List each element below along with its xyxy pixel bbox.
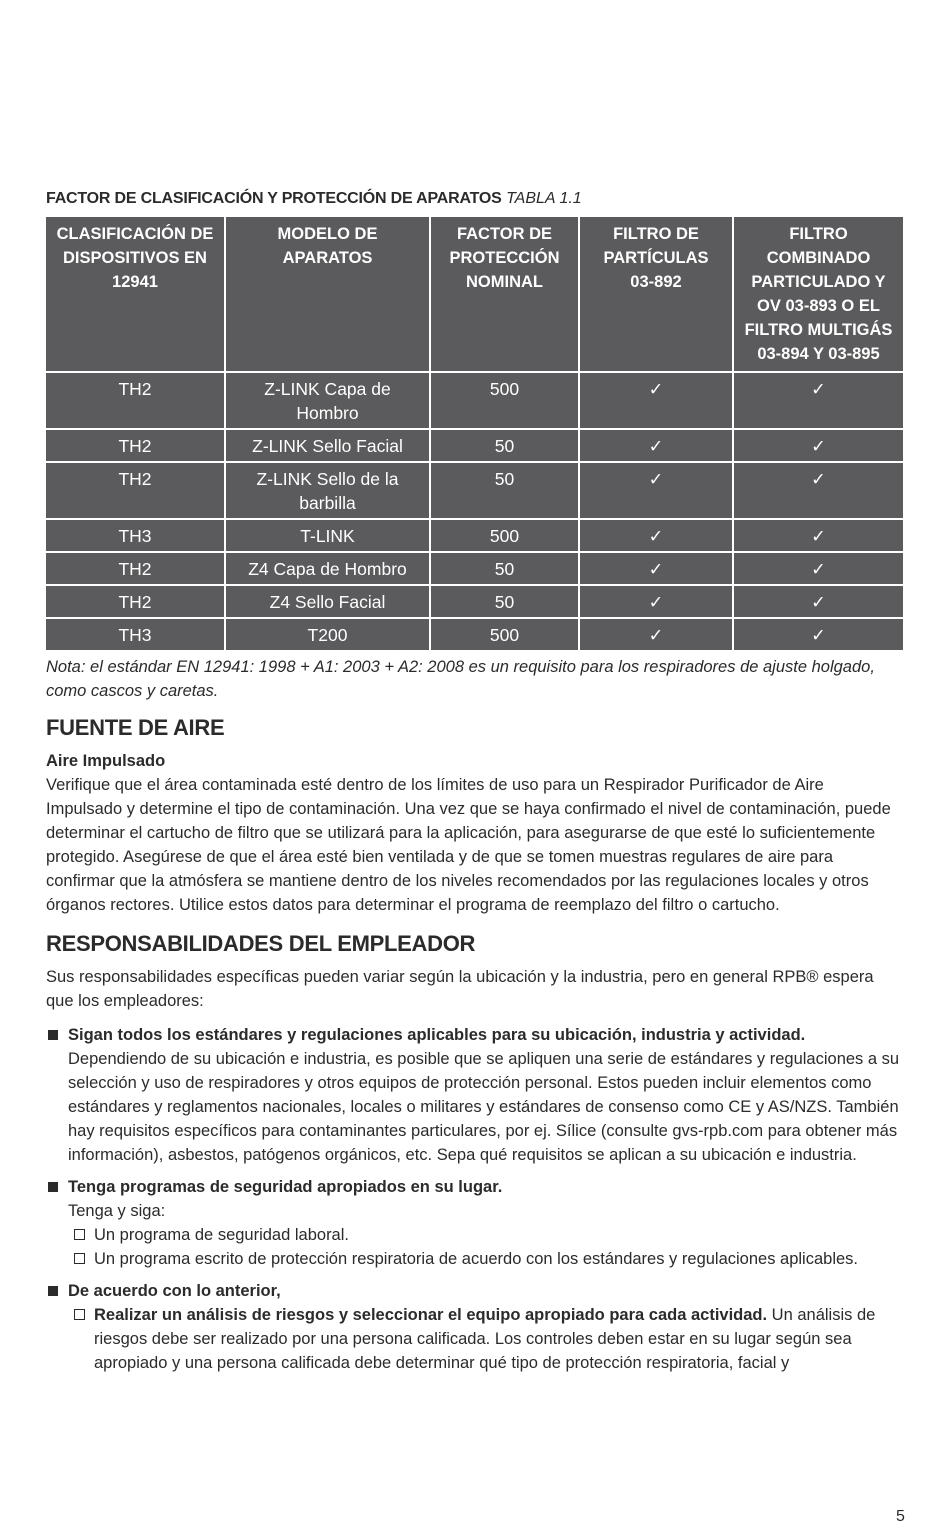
cell-model: T-LINK (225, 519, 430, 552)
table-title (46, 190, 903, 208)
cell-class: TH2 (46, 372, 225, 429)
cell-combined-check: ✓ (733, 519, 903, 552)
cell-class: TH2 (46, 552, 225, 585)
cell-particle-check: ✓ (579, 372, 733, 429)
cell-factor: 50 (430, 552, 579, 585)
header-combined-filter: FILTRO COMBINADO PARTICULADO Y OV 03-893 O EL FILTRO MULTIGÁS 03-894 Y 03-895 (733, 217, 903, 372)
classification-table (46, 217, 903, 650)
table-row (46, 372, 903, 429)
cell-model: Z-LINK Capa de Hombro (225, 372, 430, 429)
square-bullet-icon (48, 1286, 58, 1296)
cell-factor: 500 (430, 372, 579, 429)
employer-intro: Sus responsabilidades específicas pueden variar según la ubicación y la industria, pero en general RPB® espera que los empleadores: (46, 968, 874, 1010)
table-row (46, 585, 903, 618)
employer-heading: RESPONSABILIDADES DEL EMPLEADOR (46, 931, 476, 956)
cell-particle-check: ✓ (579, 552, 733, 585)
cell-class: TH2 (46, 585, 225, 618)
list-item (46, 1023, 903, 1167)
cell-combined-check: ✓ (733, 429, 903, 462)
sub-list-item (46, 1247, 903, 1271)
checkbox-square-icon (74, 1253, 85, 1264)
air-source-heading: FUENTE DE AIRE (46, 715, 225, 740)
table-title-italic: TABLA 1.1 (506, 190, 582, 207)
checkbox-square-icon (74, 1309, 85, 1320)
square-bullet-icon (48, 1182, 58, 1192)
cell-factor: 50 (430, 429, 579, 462)
sub-list-item-text: Un programa de seguridad laboral. (94, 1226, 349, 1244)
cell-model: Z-LINK Sello Facial (225, 429, 430, 462)
cell-model: T200 (225, 618, 430, 650)
cell-combined-check: ✓ (733, 552, 903, 585)
list-item (46, 1175, 903, 1271)
air-source-body: Verifique que el área contaminada esté dentro de los límites de uso para un Respirador Purificador de Aire Impulsado y determine el tipo de contaminación. Una vez que se haya confirmado el nivel de contaminación, puede determinar el cartucho de filtro que se utilizará para la aplicación, para asegurarse de que esté lo suficientemente protegido. Asegúrese de que el área esté bien ventilada y de que se tomen muestras regulares de aire para confirmar que la atmósfera se mantiene dentro de los niveles recomendados por las regulaciones locales y otros órganos rectores. Utilice estos datos para determinar el programa de reemplazo del filtro o cartucho. (46, 776, 891, 914)
header-classification: CLASIFICACIÓN DE DISPOSITIVOS EN 12941 (46, 217, 225, 372)
sub-list-item-text: Un programa escrito de protección respiratoria de acuerdo con los estándares y regulaciones aplicables. (94, 1250, 859, 1268)
cell-model: Z-LINK Sello de la barbilla (225, 462, 430, 519)
table-row (46, 552, 903, 585)
cell-factor: 500 (430, 519, 579, 552)
cell-combined-check: ✓ (733, 585, 903, 618)
cell-model: Z4 Capa de Hombro (225, 552, 430, 585)
cell-class: TH2 (46, 462, 225, 519)
table-note: Nota: el estándar EN 12941: 1998 + A1: 2003 + A2: 2008 es un requisito para los respiradores de ajuste holgado, como cascos y caretas. (46, 658, 875, 700)
cell-particle-check: ✓ (579, 585, 733, 618)
powered-air-subheading: Aire Impulsado (46, 752, 166, 770)
cell-particle-check: ✓ (579, 519, 733, 552)
table-row (46, 462, 903, 519)
table-title-bold: FACTOR DE CLASIFICACIÓN Y PROTECCIÓN DE APARATOS (46, 190, 502, 207)
sub-list-item (46, 1223, 903, 1247)
cell-combined-check: ✓ (733, 462, 903, 519)
list-item-lead: Sigan todos los estándares y regulaciones aplicables para su ubicación, industria y actividad. (68, 1026, 806, 1044)
list-item-body: Tenga y siga: (68, 1202, 166, 1220)
header-particle-filter: FILTRO DE PARTÍCULAS 03-892 (579, 217, 733, 372)
cell-combined-check: ✓ (733, 372, 903, 429)
list-item-lead: Tenga programas de seguridad apropiados en su lugar. (68, 1178, 503, 1196)
square-bullet-icon (48, 1030, 58, 1040)
cell-model: Z4 Sello Facial (225, 585, 430, 618)
sub-list-item-text: Un análisis de riesgos debe ser realizado por una persona calificada. Los controles deben estar en su lugar según sea apropiado y una persona calificada debe determinar qué tipo de protección respiratoria, facial y (94, 1306, 876, 1372)
cell-particle-check: ✓ (579, 429, 733, 462)
list-item (46, 1279, 903, 1375)
sub-list-item (46, 1303, 903, 1375)
header-protection-factor: FACTOR DE PROTECCIÓN NOMINAL (430, 217, 579, 372)
table-row (46, 429, 903, 462)
table-header-row (46, 217, 903, 372)
checkbox-square-icon (74, 1229, 85, 1240)
table-row (46, 618, 903, 650)
cell-combined-check: ✓ (733, 618, 903, 650)
list-item-lead: De acuerdo con lo anterior, (68, 1282, 281, 1300)
header-model: MODELO DE APARATOS (225, 217, 430, 372)
cell-particle-check: ✓ (579, 618, 733, 650)
cell-factor: 500 (430, 618, 579, 650)
table-row (46, 519, 903, 552)
sub-list-item-lead: Realizar un análisis de riesgos y seleccionar el equipo apropiado para cada actividad. (94, 1306, 768, 1324)
cell-class: TH2 (46, 429, 225, 462)
page-content (46, 190, 903, 1375)
cell-particle-check: ✓ (579, 462, 733, 519)
page-number: 5 (896, 1508, 905, 1525)
cell-factor: 50 (430, 462, 579, 519)
cell-factor: 50 (430, 585, 579, 618)
cell-class: TH3 (46, 519, 225, 552)
cell-class: TH3 (46, 618, 225, 650)
list-item-body: Dependiendo de su ubicación e industria, es posible que se apliquen una serie de estándares y regulaciones a su selección y uso de respiradores y otros equipos de protección personal. Estos pueden incluir elementos como estándares y reglamentos nacionales, locales o militares y estándares de consenso como CE y AS/NZS. También hay requisitos específicos para contaminantes particulares, por ej. Sílice (consulte gvs-rpb.com para obtener más información), asbestos, patógenos orgánicos, etc. Sepa qué requisitos se aplican a su ubicación e industria. (68, 1050, 900, 1164)
